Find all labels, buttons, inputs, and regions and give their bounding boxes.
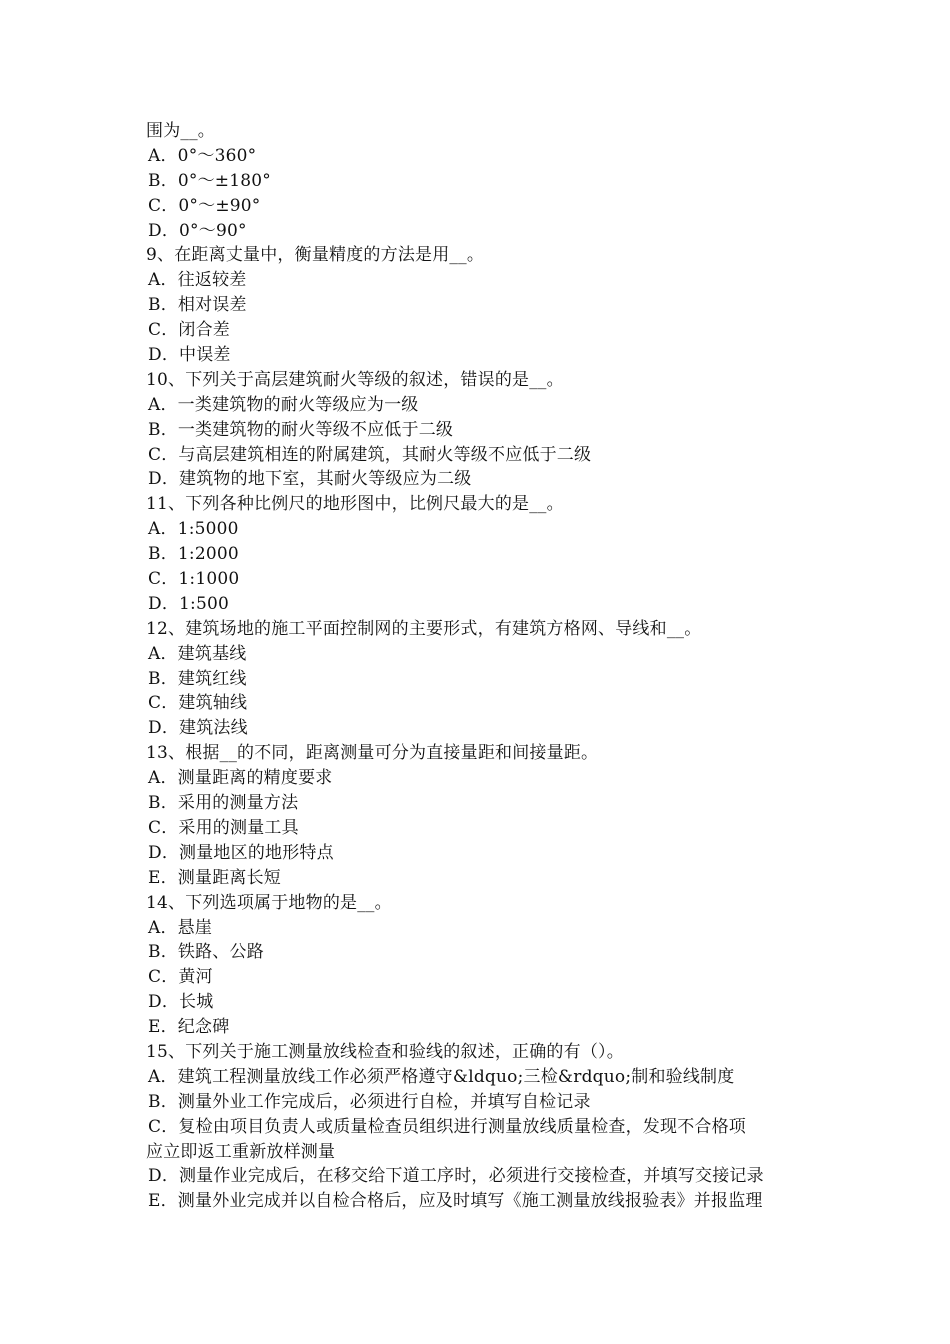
option-c: C．黄河 — [148, 967, 213, 988]
option-a: A．往返较差 — [148, 270, 247, 291]
option-d: D．1:500 — [148, 593, 230, 614]
option-d: D．建筑物的地下室，其耐火等级应为二级 — [148, 469, 472, 490]
option-b: B．0°～±180° — [148, 170, 272, 191]
option-b: B．测量外业工作完成后，必须进行自检，并填写自检记录 — [148, 1091, 591, 1112]
option-b: B．采用的测量方法 — [148, 793, 299, 814]
option-a: A．测量距离的精度要求 — [148, 768, 333, 789]
question-15: 15、下列关于施工测量放线检查和验线的叙述，正确的有（）。 — [146, 1041, 624, 1062]
question-14: 14、下列选项属于地物的是__。 — [146, 892, 392, 913]
option-e: E．测量外业完成并以自检合格后，应及时填写《施工测量放线报验表》并报监理 — [148, 1191, 763, 1212]
option-d: D．0°～90° — [148, 220, 247, 241]
option-c: C．复检由项目负责人或质量检查员组织进行测量放线质量检查，发现不合格项 — [148, 1116, 747, 1137]
option-b: B．建筑红线 — [148, 668, 247, 689]
option-c: C．1:1000 — [148, 569, 240, 590]
option-c: C．闭合差 — [148, 320, 231, 341]
option-a: A．1:5000 — [148, 519, 239, 540]
option-c-continuation: 应立即返工重新放样测量 — [146, 1141, 336, 1162]
option-a: A．0°～360° — [148, 145, 257, 166]
question-13: 13、根据__的不同，距离测量可分为直接量距和间接量距。 — [146, 743, 599, 764]
option-a: A．建筑基线 — [148, 643, 247, 664]
option-d: D．建筑法线 — [148, 718, 248, 739]
option-d: D．测量作业完成后，在移交给下道工序时，必须进行交接检查，并填写交接记录 — [148, 1166, 764, 1187]
question-list — [146, 119, 816, 1214]
option-b: B．相对误差 — [148, 295, 247, 316]
question-9: 9、在距离丈量中，衡量精度的方法是用__。 — [146, 245, 485, 266]
option-b: B．铁路、公路 — [148, 942, 264, 963]
option-b: B．1:2000 — [148, 544, 239, 565]
option-a: A．建筑工程测量放线工作必须严格遵守&ldquo;三检&rdquo;制和验线制度 — [148, 1066, 735, 1087]
option-e: E．测量距离长短 — [148, 867, 282, 888]
option-b: B．一类建筑物的耐火等级不应低于二级 — [148, 419, 454, 440]
option-d: D．长城 — [148, 992, 214, 1013]
question-11: 11、下列各种比例尺的地形图中，比例尺最大的是__。 — [146, 494, 564, 515]
option-d: D．中误差 — [148, 345, 231, 366]
question-text: 围为__。 — [146, 121, 215, 141]
question-12: 12、建筑场地的施工平面控制网的主要形式，有建筑方格网、导线和__。 — [146, 618, 702, 639]
question-10: 10、下列关于高层建筑耐火等级的叙述，错误的是__。 — [146, 369, 564, 390]
option-a: A．悬崖 — [148, 917, 213, 938]
option-c: C．建筑轴线 — [148, 693, 248, 714]
option-c: C．采用的测量工具 — [148, 817, 299, 838]
option-a: A．一类建筑物的耐火等级应为一级 — [148, 394, 419, 415]
option-e: E．纪念碑 — [148, 1017, 230, 1038]
option-d: D．测量地区的地形特点 — [148, 842, 334, 863]
option-c: C．与高层建筑相连的附属建筑，其耐火等级不应低于二级 — [148, 444, 592, 465]
option-c: C．0°～±90° — [148, 195, 261, 216]
